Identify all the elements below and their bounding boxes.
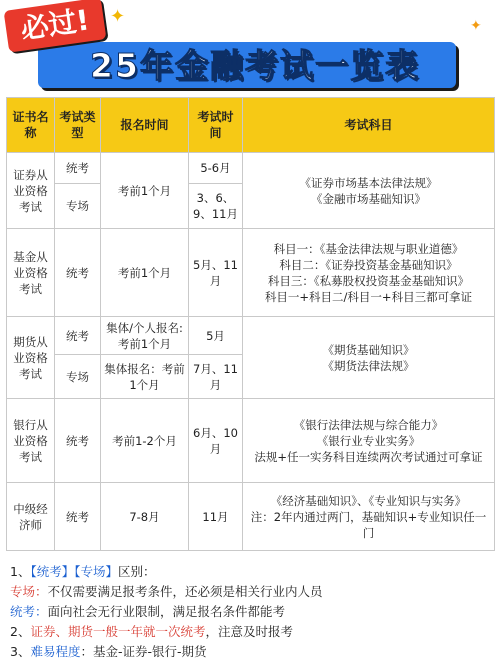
exam-type-cell: 专场 [55,184,101,229]
exam-time-cell: 3、6、9、11月 [189,184,243,229]
exam-type-cell: 统考 [55,483,101,551]
registration-cell: 集体报名：考前1个月 [101,355,189,399]
header-exam-type: 考试类型 [55,98,101,153]
sparkle-icon: ✦ [470,18,482,34]
subject-line: 《银行业专业实务》 [316,433,421,448]
notes-section [10,562,490,662]
subjects-cell [243,483,495,551]
header-exam-time: 考试时间 [189,98,243,153]
subject-line: 科目一+科目二/科目一+科目三都可拿证 [264,289,473,304]
special-exam-tag: 【专场】 [74,564,118,579]
subject-line: 《期货法律法规》 [322,358,415,373]
registration-cell: 7-8月 [101,483,189,551]
cert-name-cell: 证券从业资格考试 [7,153,55,229]
subject-line: 《经济基础知识》、《专业知识与实务》 [270,493,467,508]
exam-time-cell: 5月 [189,317,243,355]
exam-time-cell: 6月、10月 [189,399,243,483]
subject-line: 科目二：《证券投资基金基础知识》 [279,257,458,272]
must-pass-badge: 必过! [4,0,107,53]
sparkle-icon: ✦ [110,6,126,27]
cert-name-cell: 中级经济师 [7,483,55,551]
subject-line: 注：2年内通过两门，基础知识+专业知识任一门 [250,509,487,540]
exam-time-cell: 7月、11月 [189,355,243,399]
subject-line: 《期货基础知识》 [322,342,415,357]
note-line-2: 专场：不仅需要满足报考条件，还必须是相关行业内人员 [10,584,323,599]
cert-name-cell: 期货从业资格考试 [7,317,55,399]
note-line-3: 统考：面向社会无行业限制，满足报名条件都能考 [10,604,286,619]
unified-exam-tag: 【统考】 [30,564,75,579]
exam-type-cell: 统考 [55,229,101,317]
subject-line: 《证券市场基本法律法规》 [299,175,438,190]
exam-time-cell: 5月、11月 [189,229,243,317]
table-row [7,229,495,317]
cert-name-cell: 银行从业资格考试 [7,399,55,483]
subject-line: 《金融市场基础知识》 [311,191,426,206]
table-row [7,153,495,184]
table-row [7,399,495,483]
subjects-cell [243,153,495,229]
header-exam-subjects: 考试科目 [243,98,495,153]
subject-line: 科目一：《基金法律法规与职业道德》 [273,241,464,256]
table-row [7,317,495,355]
cert-name-cell: 基金从业资格考试 [7,229,55,317]
exam-type-cell: 专场 [55,355,101,399]
registration-cell: 考前1个月 [101,229,189,317]
subjects-cell [243,399,495,483]
page-title: 25年金融考试一览表 [90,46,420,85]
subjects-cell [243,317,495,399]
registration-cell: 考前1个月 [101,153,189,229]
registration-cell: 考前1-2个月 [101,399,189,483]
exam-table [6,97,495,551]
subject-line: 科目三：《私募股权投资基金基础知识》 [267,273,470,288]
header-registration-time: 报名时间 [101,98,189,153]
exam-type-cell: 统考 [55,399,101,483]
exam-type-cell: 统考 [55,153,101,184]
table-header-row [7,98,495,153]
subject-line: 《银行法律法规与综合能力》 [293,417,444,432]
note-line-5: 3、难易程度：基金-证券-银行-期货 [10,644,207,659]
subjects-cell [243,229,495,317]
subject-line: 法规+任一实务科目连续两次考试通过可拿证 [254,449,483,464]
exam-time-cell: 11月 [189,483,243,551]
exam-type-cell: 统考 [55,317,101,355]
title-banner [0,0,500,95]
note-line-4: 2、证券、期货一般一年就一次统考，注意及时报考 [10,624,293,639]
exam-time-cell: 5-6月 [189,153,243,184]
header-cert-name: 证书名称 [7,98,55,153]
registration-cell: 集体/个人报名:考前1个月 [101,317,189,355]
table-row [7,483,495,551]
note-line-1: 1、【统考】【专场】区别： [10,564,156,579]
